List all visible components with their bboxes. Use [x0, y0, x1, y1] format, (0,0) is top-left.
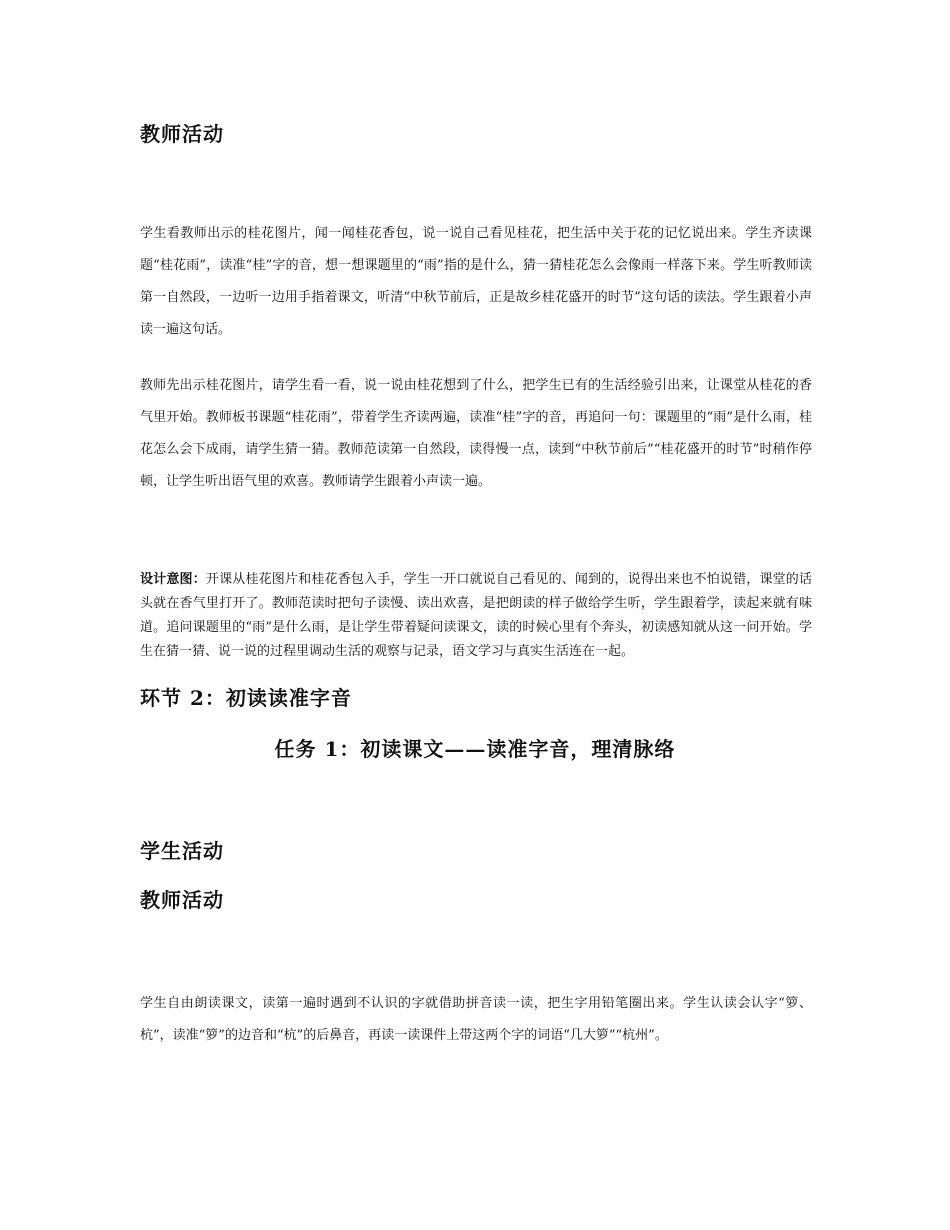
design-intent-paragraph — [140, 568, 812, 664]
student-activity-paragraph-2: 学生自由朗读课文，读第一遍时遇到不认识的字就借助拼音读一读，把生字用铅笔圈出来。学生认读会认字“箩、杭”，读准“箩”的边音和“杭”的后鼻音，再读一读课件上带这两个字的词语“几大箩”“杭州”。 — [140, 996, 812, 1043]
design-intent-text: 开课从桂花图片和桂花香包入手，学生一开口就说自己看见的、闻到的，说得出来也不怕说错，课堂的话头就在香气里打开了。教师范读时把句子读慢、读出欢喜，是把朗读的样子做给学生听，学生跟着学，读起来就有味道。追问课题里的“雨”是什么雨，是让学生带着疑问读课文，读的时候心里有个奔头，初读感知就从这一问开始。学生在猜一猜、说一说的过程里调动生活的观察与记录，语文学习与真实生活连在一起。 — [140, 572, 812, 659]
teacher-activity-heading-2: 教师活动 — [140, 888, 224, 912]
task-title: 任务 1：初读课文——读准字音，理清脉络 — [274, 737, 676, 761]
segment-title: 环节 2：初读读准字音 — [140, 686, 352, 710]
design-intent-label: 设计意图： — [140, 572, 206, 587]
teacher-activity-heading: 教师活动 — [140, 122, 224, 146]
student-activity-heading: 学生活动 — [140, 839, 224, 863]
teacher-activity-paragraph: 教师先出示桂花图片，请学生看一看，说一说由桂花想到了什么，把学生已有的生活经验引出来，让课堂从桂花的香气里开始。教师板书课题“桂花雨”，带着学生齐读两遍，读准“桂”字的音，再追问一句：课题里的“雨”是什么雨，桂花怎么会下成雨，请学生猜一猜。教师范读第一自然段，读得慢一点，读到“中秋节前后”“桂花盛开的时节”时稍作停顿，让学生听出语气里的欢喜。教师请学生跟着小声读一遍。 — [140, 378, 812, 489]
student-activity-paragraph: 学生看教师出示的桂花图片，闻一闻桂花香包，说一说自己看见桂花，把生活中关于花的记忆说出来。学生齐读课题“桂花雨”，读准“桂”字的音，想一想课题里的“雨”指的是什么，猜一猜桂花怎么会像雨一样落下来。学生听教师读第一自然段，一边听一边用手指着课文，听清“中秋节前后，正是故乡桂花盛开的时节”这句话的读法。学生跟着小声读一遍这句话。 — [140, 226, 812, 337]
